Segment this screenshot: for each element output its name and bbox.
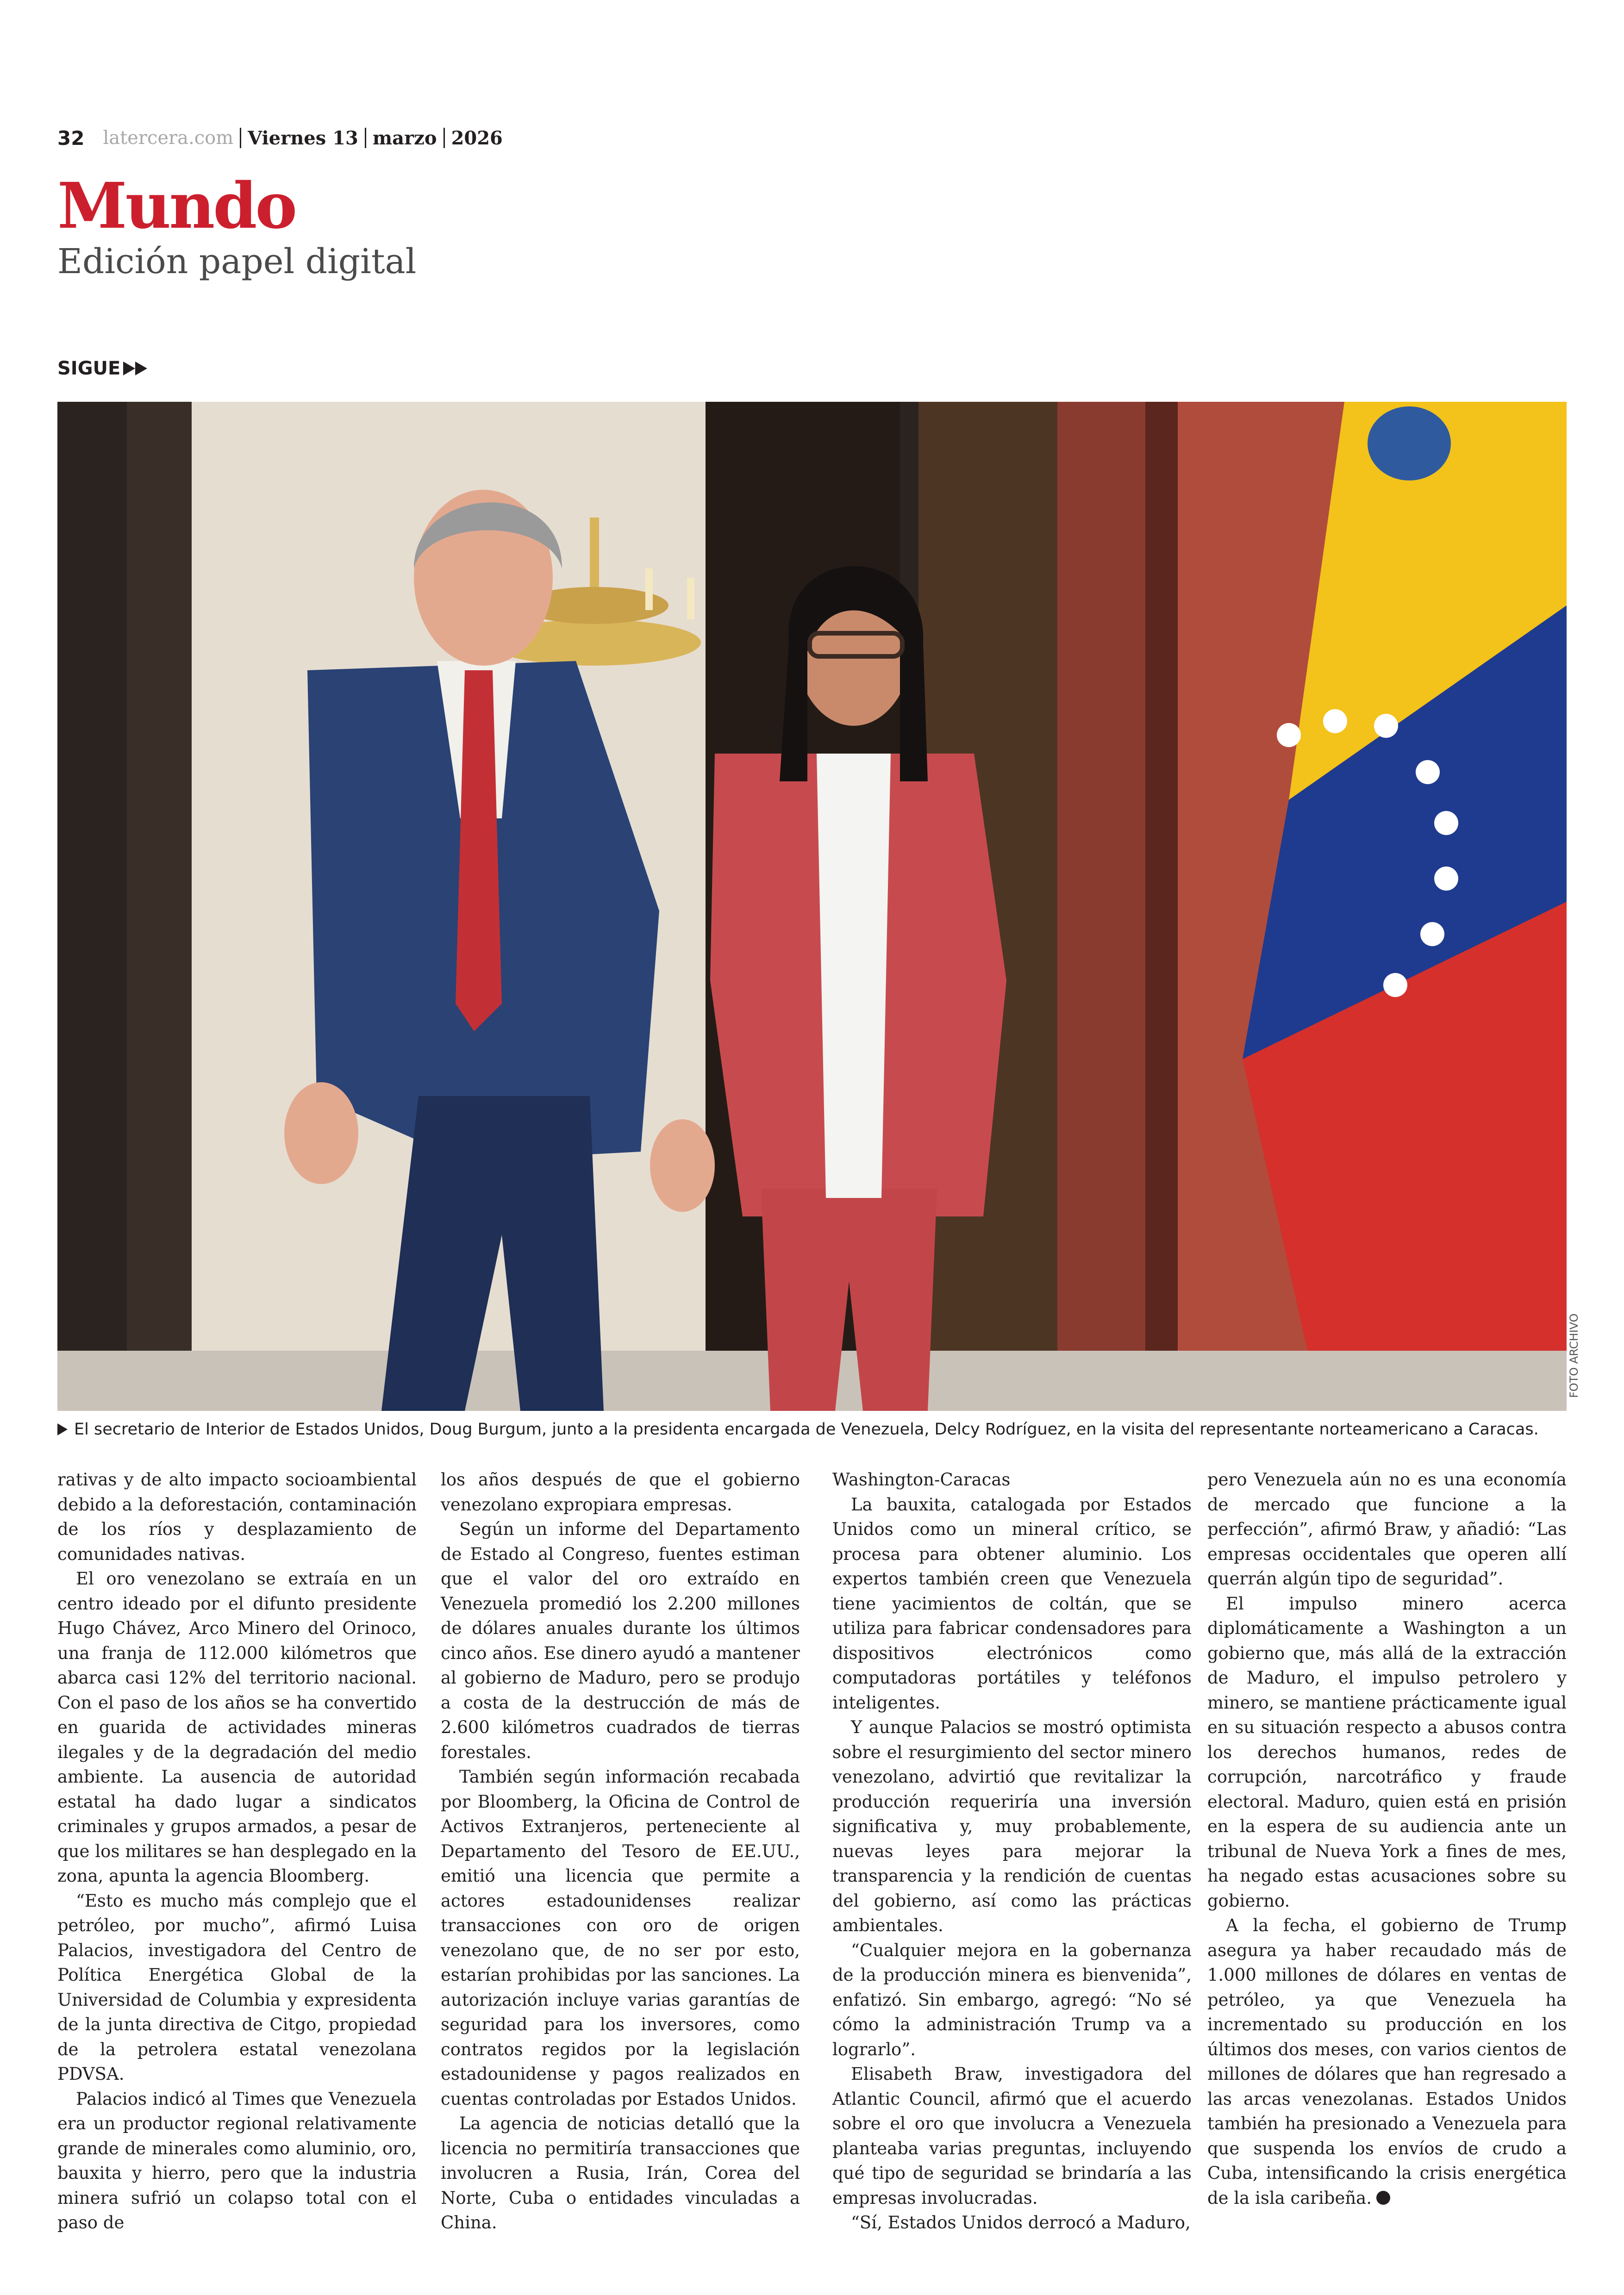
paragraph: “Sí, Estados Unidos derrocó a Maduro, (851, 2213, 1191, 2233)
caption-arrow-icon (57, 1423, 68, 1435)
article-column-2 (441, 1467, 800, 2233)
photo-credit: FOTO ARCHIVO (1568, 1313, 1580, 1398)
paragraph: “Esto es mucho más complejo que el petróleo, por mucho”, afirmó Luisa Palacios, investigadora del Centro de Política Energética Global de la Universidad de Columbia y expresidenta de la junta directiva de Citgo, propiedad de la petrolera estatal venezolana PDVSA. (57, 1890, 417, 2084)
site-name: latercera.com (103, 127, 234, 149)
folio-divider (365, 128, 366, 148)
date-day: Viernes 13 (248, 127, 358, 149)
article-column-4 (1207, 1467, 1567, 2208)
paragraph: Según un informe del Departamento de Estado al Congreso, fuentes estiman que el valor del oro extraído en Venezuela promedió los 2.200 millones de dólares anuales durante los últimos cinco años. Ese dinero ayudó a mantener al gobierno de Maduro, pero se produjo a costa de la destrucción de más de 2.600 kilómetros cuadrados de tierras forestales. (441, 1519, 800, 1762)
paragraph: pero Venezuela aún no es una economía de mercado que funcione a la perfección”, afirmó Braw, y añadió: “Las empresas occidentales que operen allí querrán algún tipo de seguridad”. (1207, 1470, 1567, 1589)
end-mark-icon (1376, 2191, 1390, 2205)
continue-marker (57, 355, 147, 381)
photo-caption (57, 1416, 1567, 1443)
paragraph: El impulso minero acerca diplomáticamente a Washington a un gobierno que, más allá de la extracción de Maduro, el impulso petrolero y minero, se mantiene prácticamente igual en su situación respecto a abusos contra los derechos humanos, redes de corrupción, narcotráfico y fraude electoral. Maduro, quien está en prisión en la espera de su audiencia ante un tribunal de Nueva York a fines de mes, ha negado estas acusaciones sobre su gobierno. (1207, 1593, 1567, 1911)
paragraph: Elisabeth Braw, investigadora del Atlantic Council, afirmó que el acuerdo sobre el oro que involucra a Venezuela planteaba varias preguntas, incluyendo qué tipo de seguridad se brindaría a las empresas involucradas. (832, 2064, 1192, 2208)
double-arrow-icon (123, 362, 147, 375)
folio-divider (240, 128, 241, 148)
main-photo (57, 402, 1567, 1411)
subhead: Washington-Caracas (832, 1470, 1011, 1490)
caption-text: El secretario de Interior de Estados Unidos, Doug Burgum, junto a la presidenta encargada de Venezuela, Delcy Rodríguez, en la visita del representante norteamericano a Caracas. (74, 1420, 1539, 1439)
paragraph: “Cualquier mejora en la gobernanza de la producción minera es bienvenida”, enfatizó. Sin embargo, agregó: “No sé cómo la administración Trump va a lograrlo”. (832, 1940, 1192, 2059)
paragraph-text: A la fecha, el gobierno de Trump asegura ya haber recaudado más de 1.000 millones de dólares en ventas de petróleo, ya que Venezuela ha incrementado su producción en los últimos dos meses, con varios cientos de millones de dólares que han regresado a las arcas venezolanas. Estados Unidos también ha presionado a Venezuela para que suspenda los envíos de crudo a Cuba, intensificando la crisis energética de la isla caribeña. (1207, 1915, 1567, 2208)
paragraph: los años después de que el gobierno venezolano expropiara empresas. (441, 1470, 800, 1515)
continue-label: SIGUE (57, 358, 121, 379)
section-subtitle: Edición papel digital (57, 242, 417, 281)
article-column-3 (832, 1467, 1192, 2233)
section-title: Mundo (57, 169, 296, 243)
paragraph: También según información recabada por Bloomberg, la Oficina de Control de Activos Extranjeros, perteneciente al Departamento del Tesoro de EE.UU., emitió una licencia que permite a actores estadounidenses realizar transacciones con oro de origen venezolano que, de no ser por esto, estarían prohibidas por las sanciones. La autorización incluye varias garantías de seguridad para los inversores, como contratos regidos por la legislación estadounidense y pagos realizados en cuentas controladas por Estados Unidos. (441, 1767, 800, 2109)
paragraph: La bauxita, catalogada por Estados Unidos como un mineral crítico, se procesa para obtener aluminio. Los expertos también creen que Venezuela tiene yacimientos de coltán, que se utiliza para fabricar condensadores para dispositivos electrónicos como computadoras portátiles y teléfonos inteligentes. (832, 1494, 1192, 1713)
paragraph: El oro venezolano se extraía en un centro ideado por el difunto presidente Hugo Chávez, Arco Minero del Orinoco, una franja de 112.000 kilómetros que abarca casi 12% del territorio nacional. Con el paso de los años se ha convertido en guarida de actividades mineras ilegales y de la degradación del medio ambiente. La ausencia de autoridad estatal ha dado lugar a sindicatos criminales y grupos armados, a pesar de que los militares se han desplegado en la zona, apunta la agencia Bloomberg. (57, 1569, 417, 1886)
date-year: 2026 (451, 127, 503, 149)
date-month: marzo (372, 127, 437, 149)
paragraph: La agencia de noticias detalló que la licencia no permitiría transacciones que involucren a Rusia, Irán, Corea del Norte, Cuba o entidades vinculadas a China. (441, 2114, 800, 2233)
folio-divider (443, 128, 445, 148)
paragraph (1207, 1913, 1567, 2210)
article-column-1 (57, 1467, 417, 2233)
paragraph: Palacios indicó al Times que Venezuela era un productor regional relativamente grande de minerales como aluminio, oro, bauxita y hierro, pero que la industria minera sufrió un colapso total con el paso de (57, 2089, 417, 2233)
photo-illustration (57, 402, 1567, 1411)
page-number: 32 (57, 126, 85, 150)
paragraph: rativas y de alto impacto socioambiental debido a la deforestación, contaminación de los ríos y desplazamiento de comunidades nativas. (57, 1470, 417, 1564)
paragraph: Y aunque Palacios se mostró optimista sobre el resurgimiento del sector minero venezolano, advirtió que revitalizar la producción requeriría una inversión significativa y, muy probablemente, nuevas leyes para mejorar la transparencia y la rendición de cuentas del gobierno, así como las prácticas ambientales. (832, 1717, 1192, 1935)
page-folio (57, 123, 503, 153)
